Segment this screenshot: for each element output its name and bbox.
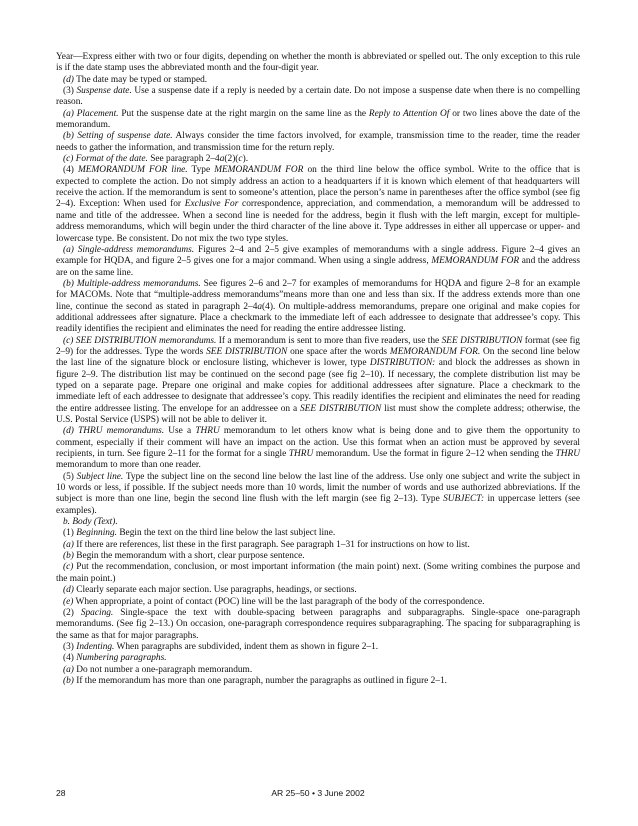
paragraph-multi-paragraph-memo: (b) If the memorandum has more than one paragraph, number the paragraphs as outlined in figure 2–1. xyxy=(63,675,448,686)
paragraph-memorandum-for-line: (4) MEMORANDUM FOR line. Type MEMORANDUM FOR on the third line below the office symbol. Write to the office that is expected to complete the action. Do not simply address an action to a headquarters if it is known which element of that headquarters will receive the action. If the memorandum is sent to someone’s attention, place the person’s name in parentheses after the office symbol (see fig 2–4). Exception: When used for Exclusive For correspondence, appreciation, and commendation, a memorandum will be addressed to name and title of the addressee. When a second line is needed for the address, begin it flush with the left margin, except for multiple-address memorandums, which will begin under the third character of the line above it. Type addresses in either all uppercase or upper- and lowercase type. Be consistent. Do not mix the two type styles. xyxy=(56,165,580,244)
paragraph-date-typed-or-stamped: (d) The date may be typed or stamped. xyxy=(63,74,208,85)
page-footer xyxy=(56,788,580,800)
paragraph-poc-line: (e) When appropriate, a point of contact (POC) line will be the last paragraph of the body of the correspondence. xyxy=(63,596,485,607)
paragraph-one-paragraph-memo: (a) Do not number a one-paragraph memorandum. xyxy=(63,664,253,675)
paragraph-references: (a) If there are references, list these in the first paragraph. See paragraph 1–31 for instructions on how to list. xyxy=(63,539,470,550)
paragraph-suspense-date: (3) Suspense date. Use a suspense date if a reply is needed by a certain date. Do not impose a suspense date when there is no compelling reason. xyxy=(56,86,580,108)
heading-body-text: b. Body (Text). xyxy=(63,517,118,528)
paragraph-purpose-sentence: (b) Begin the memorandum with a short, clear purpose sentence. xyxy=(63,551,305,562)
paragraph-numbering-heading: (4) Numbering paragraphs. xyxy=(63,653,167,664)
paragraph-setting-suspense-date: (b) Setting of suspense date. Always consider the time factors involved, for example, transmission time to the reader, time the reader needs to gather the information, and transmission time for the return reply. xyxy=(56,131,580,153)
paragraph-beginning: (1) Beginning. Begin the text on the third line below the last subject line. xyxy=(63,528,336,539)
paragraph-thru-memorandums: (d) THRU memorandums. Use a THRU memorandum to let others know what is being done and to give them the opportunity to comment, especially if their comment will have an impact on the action. Use this format when an action must be approved by several recipients, in turn. See figure 2–11 for the format for a single THRU memorandum. Use the format in figure 2–12 when sending the THRU memorandum to more than one reader. xyxy=(56,426,581,471)
publication-info: AR 25–50 • 3 June 2002 xyxy=(271,788,365,798)
paragraph-main-point: (c) Put the recommendation, conclusion, or most important information (the main point) next. (Some writing combines the purpose and the main point.) xyxy=(56,562,580,584)
paragraph-separate-sections: (d) Clearly separate each major section. Use paragraphs, headings, or sections. xyxy=(63,585,357,596)
paragraph-indenting: (3) Indenting. When paragraphs are subdivided, indent them as shown in figure 2–1. xyxy=(63,641,379,652)
document-body xyxy=(56,52,580,687)
paragraph-multiple-address: (b) Multiple-address memorandums. See figures 2–6 and 2–7 for examples of memorandums for HQDA and figure 2–8 for an example for MACOMs. Note that “multiple-address memorandums”means more than one and less than six. If the address extends more than one line, continue the second as stated in paragraph 2–4a(4). On multiple-address memorandums, prepare one original and make copies for additional addressees after signature. Place a checkmark to the immediate left of each addressee to designate that addressee’s copy. This readily identifies the recipient and eliminates the need for reading the entire addressee listing. xyxy=(56,278,581,335)
paragraph-placement: (a) Placement. Put the suspense date at the right margin on the same line as the Reply to Attention Of or two lines above the date of the memorandum. xyxy=(56,108,580,131)
paragraph-subject-line: (5) Subject line. Type the subject line on the second line below the last line of the address. Use only one subject and write the subject in 10 words or less, if possible. If the subject needs more than 10 words, limit the number of words and use authorized abbreviations. If the subject is more than one line, begin the second line flush with the left margin (see fig 2–13). Type SUBJECT: in uppercase letters (see examples). xyxy=(56,471,581,516)
page-number: 28 xyxy=(56,788,66,798)
paragraph-format-of-date: (c) Format of the date. See paragraph 2–4a(2)(c). xyxy=(63,154,249,165)
paragraph-single-address: (a) Single-address memorandums. Figures 2–4 and 2–5 give examples of memorandums with a single address. Figure 2–4 gives an example for HQDA, and figure 2–5 gives one for a major command. When using a single address, MEMORANDUM FOR and the address are on the same line. xyxy=(56,244,580,278)
paragraph-see-distribution: (c) SEE DISTRIBUTION memorandums. If a memorandum is sent to more than five readers, use the SEE DISTRIBUTION format (see fig 2–9) for the addresses. Type the words SEE DISTRIBUTION one space after the words MEMORANDUM FOR. On the second line below the last line of the signature block or enclosure listing, whichever is lower, type DISTRIBUTION: and block the addresses as shown in figure 2–9. The distribution list may be continued on the second page (see fig 2–10). If necessary, the complete distribution list may be typed on a separate page. Prepare one original and make copies for additional addressees after signature. Place a checkmark to the immediate left of each addressee to designate that addressee’s copy. This readily identifies the recipient and eliminates the need for reading the entire addressee listing. The envelope for an addressee on a SEE DISTRIBUTION list must show the complete address; otherwise, the U.S. Postal Service (USPS) will not be able to deliver it. xyxy=(56,335,581,425)
paragraph-continuation: Year—Express either with two or four digits, depending on whether the month is abbreviated or spelled out. The only exception to this rule is if the date stamp uses the abbreviated month and the four-digit year. xyxy=(56,52,580,74)
paragraph-spacing: (2) Spacing. Single-space the text with double-spacing between paragraphs and subparagraphs. Single-space one-paragraph memorandums. (See fig 2–13.) On occasion, one-paragraph correspondence requires subparagraphing. The spacing for subparagraphing is the same as that for major paragraphs. xyxy=(56,607,580,641)
